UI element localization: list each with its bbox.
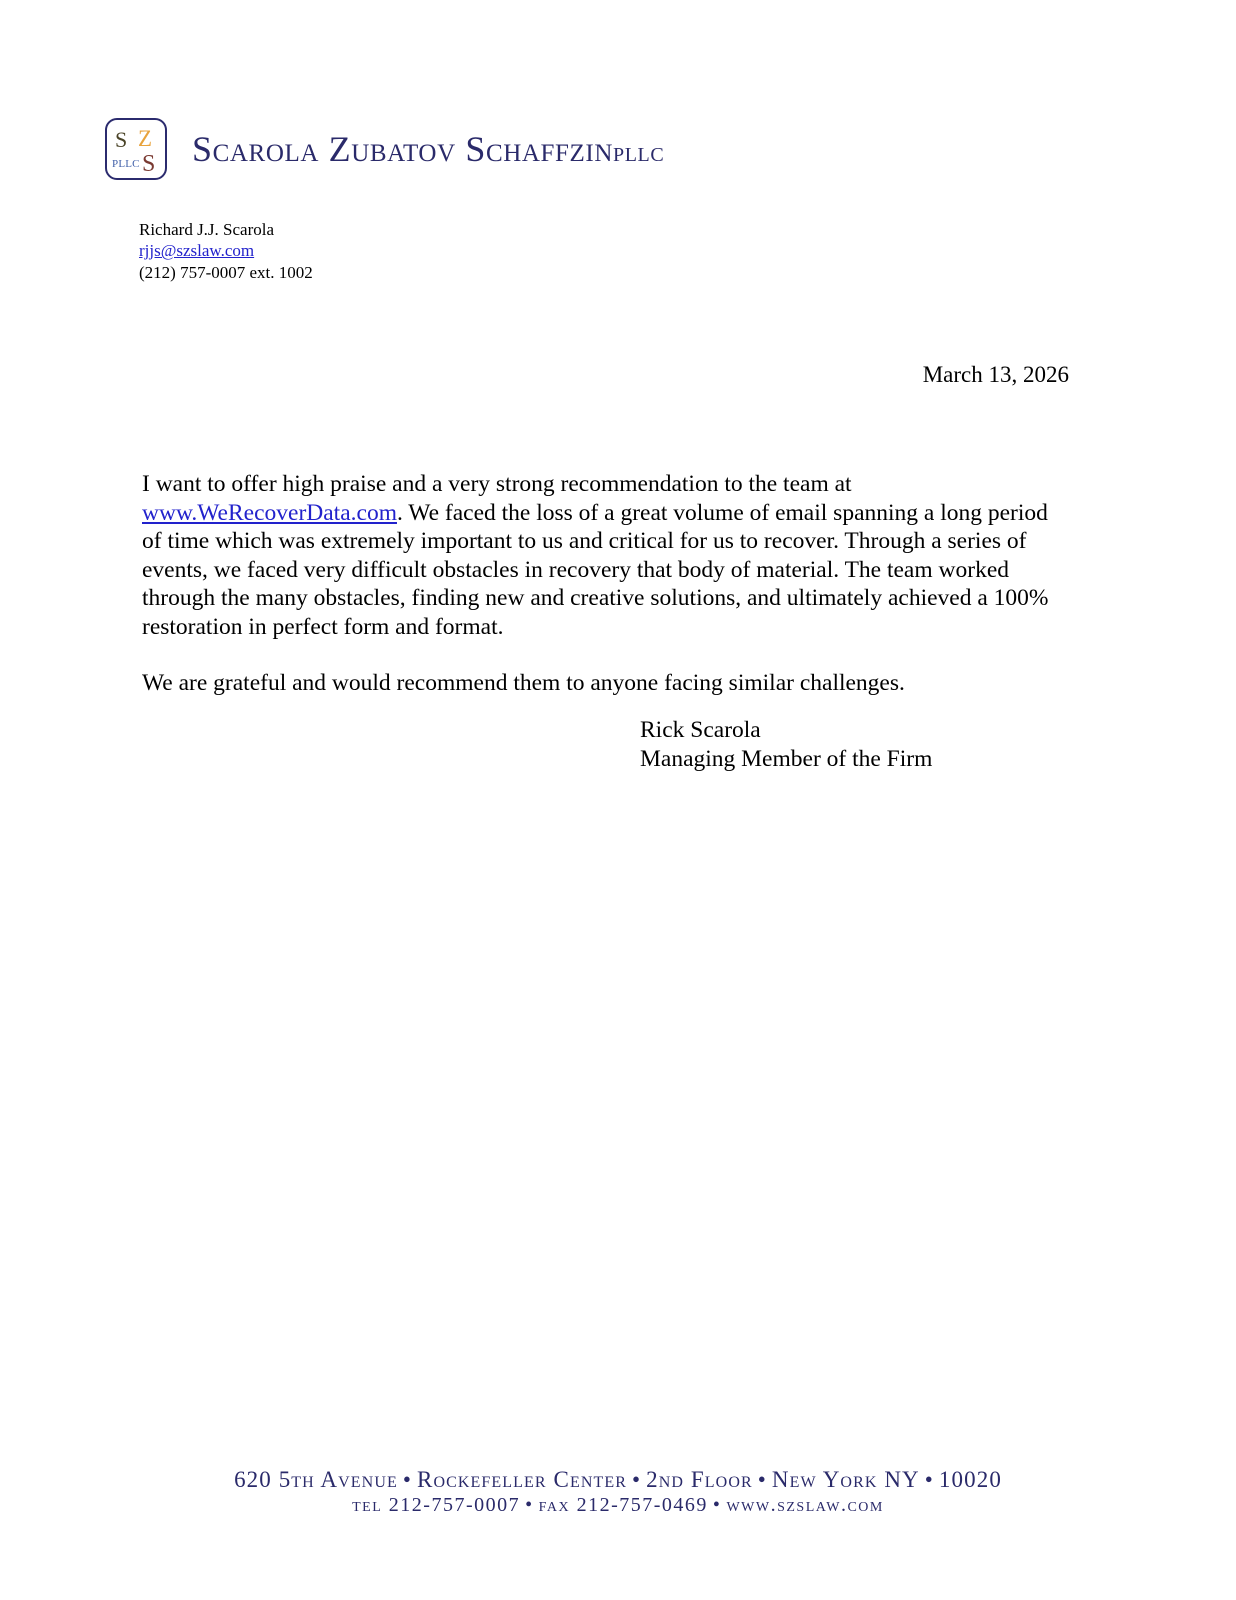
footer-address-street: 620 5th Avenue [234, 1467, 398, 1492]
footer-separator-icon: • [924, 1467, 934, 1492]
footer-separator-icon: • [402, 1467, 412, 1492]
firm-logo-icon [105, 118, 167, 180]
logo-letter-s-bottom: S [142, 151, 156, 177]
footer-telephone: tel 212-757-0007 [352, 1494, 521, 1516]
signer-title: Managing Member of the Firm [640, 745, 933, 772]
paragraph-1-trailing-text: . We faced the loss of a great volume of email spanning a long period of time which was extremely important to us and critical for us to recover. Through a series of events, we faced very difficult obstacles in recovery that body of material. The team worked through the many obstacles, finding new and creative solutions, and ultimately achieved a 100% restoration in perfect form and format. [142, 499, 1049, 640]
werecoverdata-link[interactable]: www.WeRecoverData.com [142, 499, 397, 526]
footer-separator-icon: • [632, 1467, 642, 1492]
footer-address-floor: 2nd Floor [646, 1467, 753, 1492]
firm-name-text: Scarola Zubatov Schaffzin [192, 129, 613, 169]
footer-separator-icon: • [712, 1494, 722, 1516]
footer-address-line [0, 1466, 1236, 1493]
footer-address-city: New York NY [771, 1467, 920, 1492]
logo-letter-s-top: S [115, 127, 128, 152]
paragraph-1-lead-text: I want to offer high praise and a very strong recommendation to the team at [142, 471, 852, 497]
footer-address-zip: 10020 [938, 1467, 1002, 1492]
logo-text-pllc: PLLC [112, 158, 140, 170]
firm-name-suffix: pllc [613, 137, 665, 168]
signature-block [640, 716, 932, 773]
footer-address-building: Rockefeller Center [417, 1467, 627, 1492]
letter-body [142, 470, 1067, 698]
paragraph-spacer [142, 641, 1067, 669]
logo-letter-z: Z [138, 126, 153, 151]
sender-email-link-row [139, 240, 313, 261]
firm-name-heading [192, 131, 664, 167]
body-paragraph-2: We are grateful and would recommend them to anyone facing similar challenges. [142, 670, 905, 696]
footer-separator-icon: • [525, 1494, 534, 1516]
footer-contact-line [0, 1493, 1236, 1518]
sender-phone: (212) 757-0007 ext. 1002 [139, 262, 313, 282]
letter-footer [0, 1466, 1236, 1518]
sender-name: Richard J.J. Scarola [139, 220, 275, 239]
footer-website: www.szslaw.com [726, 1494, 884, 1516]
sender-email-link[interactable]: rjjs@szslaw.com [139, 241, 255, 261]
signer-name: Rick Scarola [640, 717, 761, 743]
letter-date: March 13, 2026 [922, 362, 1069, 387]
sender-contact-block [139, 219, 313, 283]
footer-fax: fax 212-757-0469 [538, 1494, 708, 1516]
letterhead [105, 118, 664, 180]
body-paragraph-1 [142, 470, 1067, 641]
footer-separator-icon: • [757, 1467, 767, 1492]
